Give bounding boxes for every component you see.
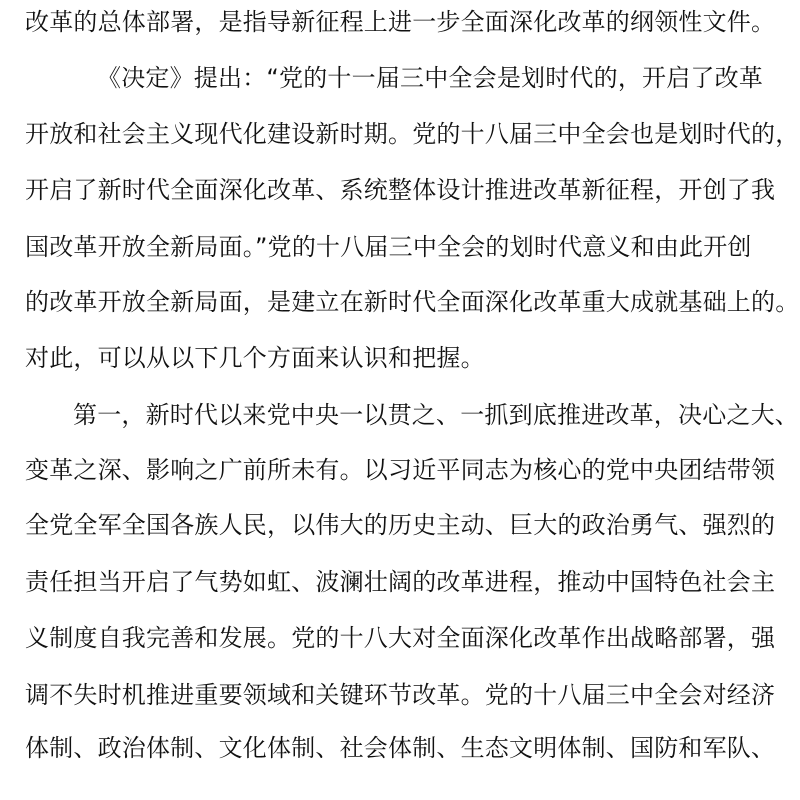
text-line: 的改革开放全新局面，是建立在新时代全面深化改革重大成就基础上的。 (25, 288, 800, 316)
text-line: 调不失时机推进重要领域和关键环节改革。党的十八届三中全会对经济 (25, 681, 776, 709)
text-line: 开启了新时代全面深化改革、系统整体设计推进改革新征程，开创了我 (25, 176, 776, 204)
text-line: 开放和社会主义现代化建设新时期。党的十八届三中全会也是划时代的， (25, 120, 800, 148)
text-line: 改革的总体部署，是指导新征程上进一步全面深化改革的纲领性文件。 (25, 8, 776, 36)
text-line: 对此，可以从以下几个方面来认识和把握。 (25, 344, 485, 372)
text-line: 第一，新时代以来党中央一以贯之、一抓到底推进改革，决心之大、 (73, 401, 799, 429)
text-line: 国改革开放全新局面。”党的十八届三中全会的划时代意义和由此开创 (25, 233, 752, 261)
text-line: 全党全军全国各族人民，以伟大的历史主动、巨大的政治勇气、强烈的 (25, 511, 776, 539)
text-line: 体制、政治体制、文化体制、社会体制、生态文明体制、国防和军队、 (25, 734, 776, 762)
text-line: 《决定》提出：“党的十一届三中全会是划时代的，开启了改革 (97, 64, 764, 92)
text-line: 责任担当开启了气势如虹、波澜壮阔的改革进程，推动中国特色社会主 (25, 568, 776, 596)
text-line: 义制度自我完善和发展。党的十八大对全面深化改革作出战略部署，强 (25, 624, 776, 652)
text-line: 变革之深、影响之广前所未有。以习近平同志为核心的党中央团结带领 (25, 456, 776, 484)
